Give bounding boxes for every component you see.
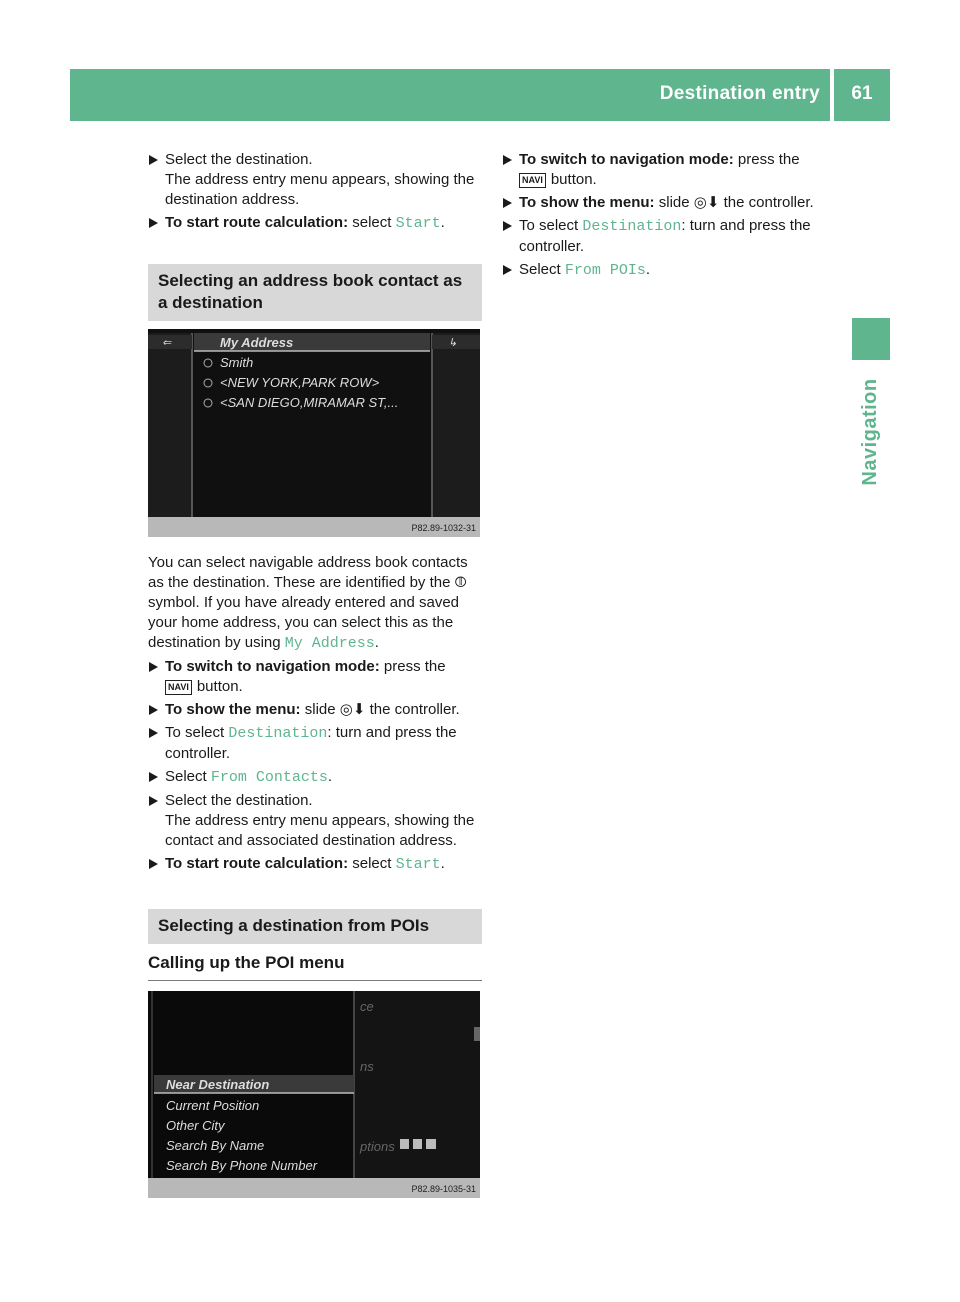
left-column (148, 150, 482, 1214)
screen-item-contact: <NEW YORK,PARK ROW> (220, 375, 380, 390)
step-show-menu (502, 193, 838, 213)
screenshot-poi-menu (148, 991, 480, 1198)
side-tab-label: Navigation (859, 378, 881, 486)
header-title: Destination entry (659, 83, 820, 104)
poi-right-fragment: ptions (360, 1139, 395, 1154)
step-text: the controller. (369, 701, 460, 718)
step-text: Select the destination. (165, 151, 313, 168)
section-heading: Selecting a destination from POIs (148, 909, 482, 944)
screen-item-contact: <SAN DIEGO,MIRAMAR ST,... (220, 395, 399, 410)
poi-item: Search By Name (166, 1138, 265, 1153)
menu-code-from-contacts: From Contacts (210, 769, 328, 786)
right-column (502, 150, 838, 284)
step-text: select (352, 214, 392, 231)
step-start-route: To start route calculation: select Start. (148, 854, 482, 875)
menu-code-destination: Destination (582, 218, 682, 235)
back-icon: ⇐ (162, 337, 172, 349)
address-book-symbol-icon: ⦷ (454, 574, 467, 591)
step-bold: To switch to navigation mode: (519, 151, 734, 168)
step-select-destination-menu (502, 216, 838, 257)
step-select-destination (148, 150, 482, 210)
page-number: 61 (851, 83, 873, 104)
controller-slide-icon: ◎⬇ (339, 701, 366, 718)
step-select-from-pois: Select From POIs. (502, 260, 838, 281)
poi-right-fragment: ce (360, 999, 374, 1014)
step-text: press the (383, 658, 446, 675)
step-show-menu (148, 700, 482, 720)
paragraph-text: symbol. If you have already entered and saved your home address, you can select this as the destination by using (148, 594, 460, 651)
menu-code-start: Start (395, 215, 441, 232)
step-text: Select (165, 768, 207, 785)
screen-item-my-address: My Address (220, 335, 294, 350)
step-text: : turn and press the controller. (165, 724, 457, 762)
poi-item: Search By Phone Number (166, 1158, 318, 1173)
step-bold: To start route calculation: (165, 214, 349, 231)
side-tab-marker (852, 318, 890, 360)
navi-button-icon: NAVI (519, 173, 546, 188)
poi-item-near-destination: Near Destination (166, 1077, 270, 1092)
step-text: press the (737, 151, 800, 168)
paragraph-text: You can select navigable address book contacts as the destination. These are identified by the (148, 554, 468, 591)
screenshot-address-book (148, 329, 480, 537)
sub-heading: Calling up the POI menu (148, 952, 482, 981)
menu-code-destination: Destination (228, 725, 328, 742)
poi-right-fragment: ns (360, 1059, 374, 1074)
step-text: slide (304, 701, 336, 718)
step-text: The address entry menu appears, showing the destination address. (165, 171, 475, 208)
step-text: To select (519, 217, 579, 234)
step-bold: To show the menu: (519, 194, 655, 211)
step-navigation-mode (148, 657, 482, 697)
step-select-destination-menu (148, 723, 482, 764)
step-text: select (352, 855, 392, 872)
step-text: Select the destination. (165, 792, 313, 809)
step-bold: To start route calculation: (165, 855, 349, 872)
step-text: Select (519, 261, 561, 278)
poi-item: Current Position (166, 1098, 260, 1113)
navi-button-icon: NAVI (165, 680, 192, 695)
screen-item-contact: Smith (220, 355, 254, 370)
step-text: the controller. (723, 194, 814, 211)
body-paragraph: You can select navigable address book contacts as the destination. These are identified by the ⦷ symbol. If you have already entered and saved your home address, you can select this as the destination by using My Address. (148, 554, 468, 652)
step-text: To select (165, 724, 225, 741)
step-text: : turn and press the controller. (519, 217, 811, 255)
step-start-route: To start route calculation: select Start. (148, 213, 482, 234)
step-text: button. (196, 678, 243, 695)
step-bold: To show the menu: (165, 701, 301, 718)
step-text: The address entry menu appears, showing the contact and associated destination address. (165, 812, 475, 849)
step-select-from-contacts: Select From Contacts. (148, 767, 482, 788)
poi-item: Other City (166, 1118, 225, 1133)
controller-slide-icon: ◎⬇ (693, 194, 720, 211)
screenshot-caption: P82.89-1032-31 (411, 523, 476, 533)
address-book-screen (148, 329, 480, 517)
screenshot-caption: P82.89-1035-31 (411, 1184, 476, 1194)
step-bold: To switch to navigation mode: (165, 658, 380, 675)
header-bar (70, 69, 890, 121)
menu-code-from-pois: From POIs (564, 262, 646, 279)
menu-code-my-address: My Address (284, 635, 375, 652)
step-text: slide (658, 194, 690, 211)
step-navigation-mode (502, 150, 838, 190)
section-heading: Selecting an address book contact as a destination (148, 264, 482, 321)
step-text: button. (550, 171, 597, 188)
menu-code-start: Start (395, 856, 441, 873)
step-select-the-destination (148, 791, 482, 851)
forward-icon: ↳ (448, 337, 458, 349)
